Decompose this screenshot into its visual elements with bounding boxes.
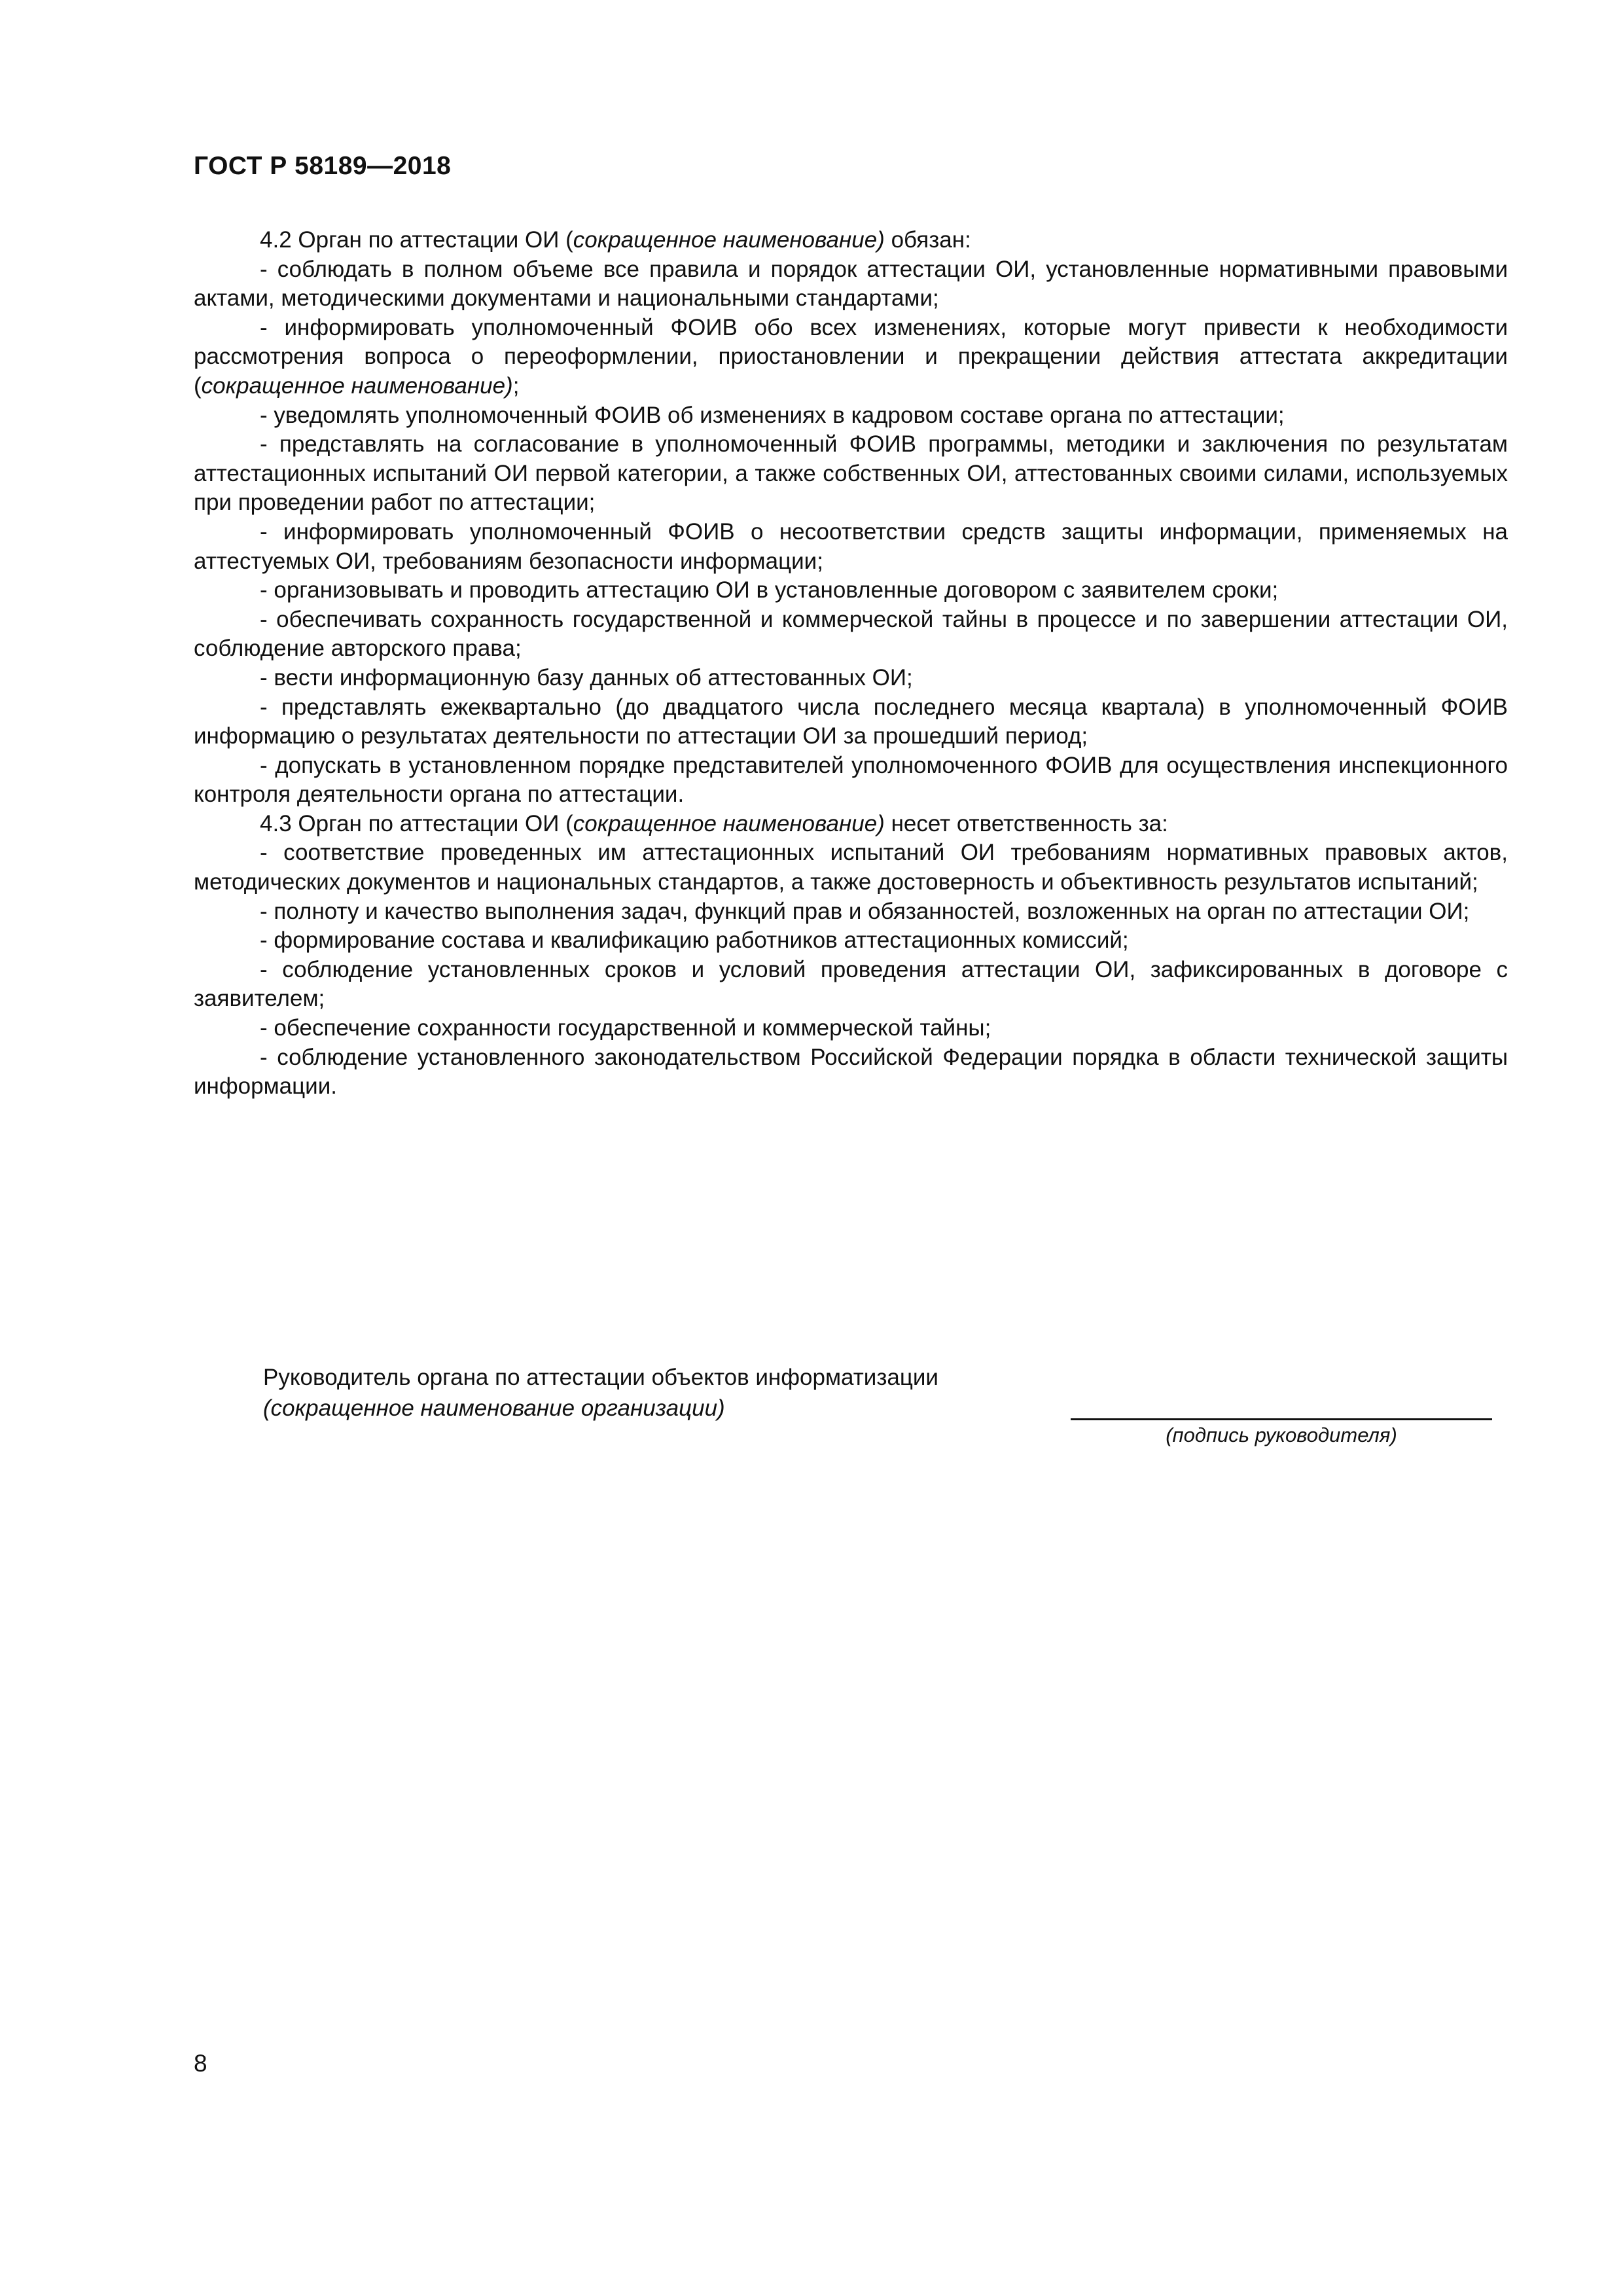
clause-4-3-item: - полноту и качество выполнения задач, функций прав и обязанностей, возложенных на орган по аттестации ОИ;: [260, 898, 1470, 924]
clause-4-2-item: - информировать уполномоченный ФОИВ о несоответствии средств защиты информации, применяемых на аттестуемых ОИ, требованиям безопасности информации;: [194, 518, 1508, 574]
clause-4-2-item: - организовывать и проводить аттестацию ОИ в установленные договором с заявителем сроки;: [260, 577, 1279, 603]
clause-4-2-item: - вести информационную базу данных об аттестованных ОИ;: [260, 664, 913, 691]
clause-4-2-item: - обеспечивать сохранность государственной и коммерческой тайны в процессе и по завершении аттестации ОИ, соблюдение авторского права;: [194, 606, 1508, 662]
clause-4-3-item: - соблюдение установленного законодательством Российской Федерации порядка в области технической защиты информации.: [194, 1044, 1508, 1100]
signature-line: [1071, 1418, 1492, 1420]
clause-4-2-item: - соблюдать в полном объеме все правила и порядок аттестации ОИ, установленные нормативными правовыми актами, методическими документами и национальными стандартами;: [194, 256, 1508, 312]
signature-block: [263, 1362, 938, 1424]
clause-4-3-lead: 4.3 Орган по аттестации ОИ (сокращенное наименование) несет ответственность за:: [260, 810, 1168, 836]
clause-4-3-item: - формирование состава и квалификацию работников аттестационных комиссий;: [260, 927, 1129, 954]
clause-4-2-item: - представлять на согласование в уполномоченный ФОИВ программы, методики и заключения по результатам аттестационных испытаний ОИ первой категории, а также собственных ОИ, аттестованных своими силами, используемых при проведении работ по аттестации;: [194, 431, 1508, 516]
clause-4-2-lead: 4.2 Орган по аттестации ОИ (сокращенное наименование) обязан:: [260, 227, 971, 253]
page-number: 8: [194, 2050, 207, 2077]
document-header: ГОСТ Р 58189—2018: [194, 152, 452, 180]
clause-4-3-item: - обеспечение сохранности государственной и коммерческой тайны;: [260, 1015, 991, 1041]
clause-4-3-item: - соблюдение установленных сроков и условий проведения аттестации ОИ, зафиксированных в договоре с заявителем;: [194, 956, 1508, 1012]
signatory-role: Руководитель органа по аттестации объектов информатизации: [263, 1365, 938, 1390]
clause-4-2-item: - информировать уполномоченный ФОИВ обо всех изменениях, которые могут привести к необходимости рассмотрения вопроса о переоформлении, приостановлении и прекращении действия аттестата аккредитации (сокращенное наименование);: [194, 314, 1508, 399]
signature-caption: (подпись руководителя): [1166, 1424, 1397, 1446]
clause-4-2-item: - уведомлять уполномоченный ФОИВ об изменениях в кадровом составе органа по аттестации;: [260, 402, 1285, 428]
organization-placeholder: (сокращенное наименование организации): [263, 1395, 725, 1421]
clause-4-2-item: - представлять ежеквартально (до двадцатого числа последнего месяца квартала) в уполномоченный ФОИВ информацию о результатах деятельности по аттестации ОИ за прошедший период;: [194, 694, 1508, 749]
document-body: [194, 226, 1508, 1102]
clause-4-3-item: - соответствие проведенных им аттестационных испытаний ОИ требованиям нормативных правовых актов, методических документов и национальных стандартов, а также достоверность и объективность результатов испытаний;: [194, 840, 1508, 895]
clause-4-2-item: - допускать в установленном порядке представителей уполномоченного ФОИВ для осуществления инспекционного контроля деятельности органа по аттестации.: [194, 752, 1508, 808]
